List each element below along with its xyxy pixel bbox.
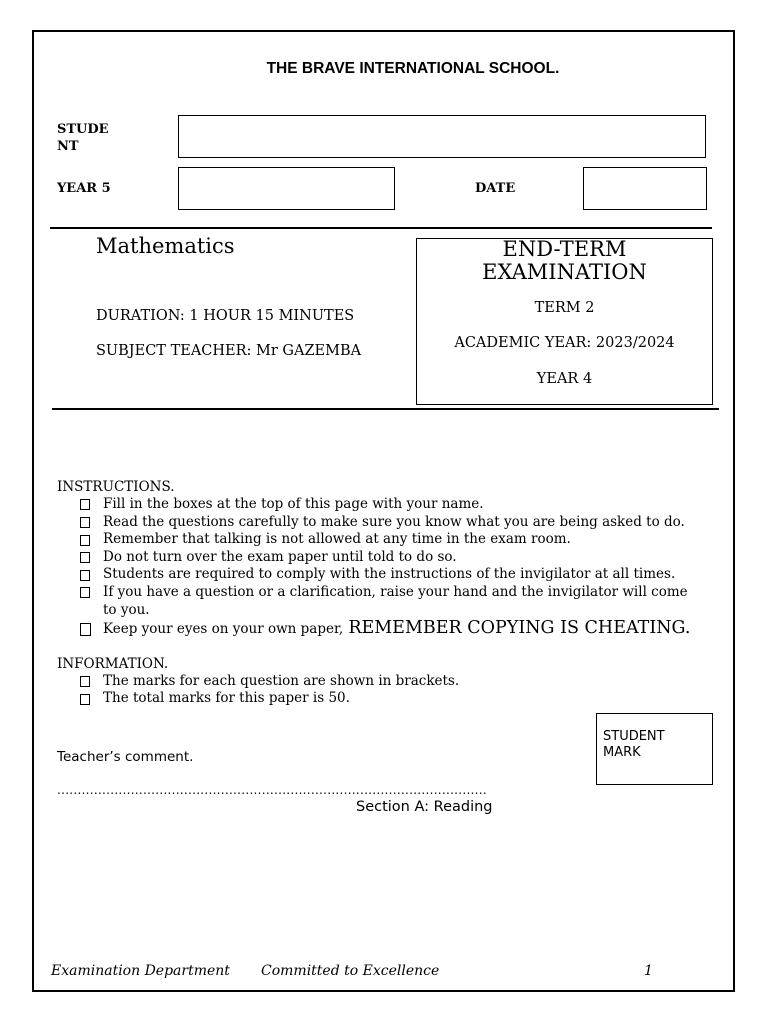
information-item: The total marks for this paper is 50. <box>103 690 350 706</box>
bullet-icon <box>80 694 90 705</box>
school-name: THE BRAVE INTERNATIONAL SCHOOL. <box>266 60 560 77</box>
bullet-icon <box>80 587 90 598</box>
instruction-item: Remember that talking is not allowed at any time in the exam room. <box>103 531 571 548</box>
student-mark-line2: MARK <box>603 745 641 760</box>
instruction-item-continuation: to you. <box>103 601 150 618</box>
year-field[interactable] <box>178 167 395 210</box>
bullet-icon <box>80 499 90 510</box>
instruction-last-prefix: Keep your eyes on your own paper, <box>103 621 344 637</box>
student-mark-label <box>603 729 665 761</box>
footer-department: Examination Department <box>51 963 230 979</box>
exam-year: YEAR 4 <box>536 371 593 387</box>
divider-bottom <box>52 408 719 410</box>
footer-motto: Committed to Excellence <box>261 963 440 979</box>
footer-page-number: 1 <box>644 963 653 979</box>
instruction-item: Read the questions carefully to make sure you know what you are being asked to do. <box>103 513 685 530</box>
student-label <box>57 121 109 155</box>
bullet-icon <box>80 623 91 636</box>
exam-academic-year: ACADEMIC YEAR: 2023/2024 <box>454 335 675 351</box>
exam-title-line2: EXAMINATION <box>482 260 647 284</box>
teacher-comment-label: Teacher’s comment. <box>57 749 194 765</box>
subject-teacher: SUBJECT TEACHER: Mr GAZEMBA <box>96 343 362 359</box>
duration: DURATION: 1 HOUR 15 MINUTES <box>96 308 355 324</box>
student-label-line2: NT <box>57 139 79 154</box>
exam-info-box <box>416 238 713 405</box>
student-mark-line1: STUDENT <box>603 729 665 744</box>
teacher-comment-line[interactable]: ......................................................................................................... <box>57 783 487 797</box>
instruction-last-emphasis: REMEMBER COPYING IS CHEATING. <box>348 618 691 638</box>
exam-title <box>417 238 712 284</box>
instructions-heading: INSTRUCTIONS. <box>57 479 175 495</box>
student-mark-box[interactable] <box>596 713 713 785</box>
instruction-item-last <box>103 618 690 639</box>
bullet-icon <box>80 676 90 687</box>
date-label: DATE <box>475 181 516 196</box>
year-label: YEAR 5 <box>57 181 111 196</box>
exam-title-line1: END-TERM <box>502 237 627 261</box>
exam-term: TERM 2 <box>534 300 595 316</box>
bullet-icon <box>80 570 90 581</box>
student-name-field[interactable] <box>178 115 706 158</box>
instruction-item: If you have a question or a clarification, raise your hand and the invigilator will come <box>103 584 688 600</box>
instruction-item: Students are required to comply with the instructions of the invigilator at all times. <box>103 566 676 583</box>
information-item: The marks for each question are shown in brackets. <box>103 673 460 689</box>
bullet-icon <box>80 552 90 563</box>
date-field[interactable] <box>583 167 707 210</box>
subject-title: Mathematics <box>96 234 235 258</box>
student-label-line1: STUDE <box>57 122 109 137</box>
divider-top <box>50 227 712 229</box>
section-title: Section A: Reading <box>356 799 493 815</box>
instruction-item: Do not turn over the exam paper until told to do so. <box>103 548 457 565</box>
instruction-item: Fill in the boxes at the top of this page with your name. <box>103 496 484 512</box>
information-heading: INFORMATION. <box>57 656 169 672</box>
bullet-icon <box>80 535 90 546</box>
bullet-icon <box>80 517 90 528</box>
